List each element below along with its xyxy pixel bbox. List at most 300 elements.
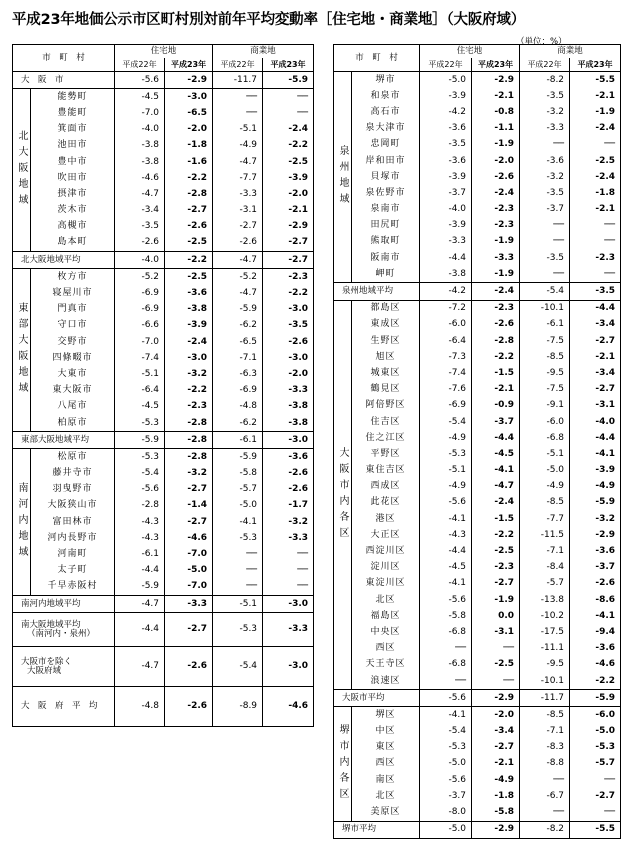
table-row: [334, 185, 621, 201]
value-cell: -6.0: [570, 707, 621, 724]
table-row: [13, 318, 314, 334]
value-cell: -10.1: [520, 300, 570, 317]
value-cell: -2.6: [115, 235, 165, 252]
value-cell: -3.8: [420, 266, 472, 283]
value-cell: -5.8: [420, 608, 472, 624]
value-cell: ──: [213, 579, 263, 596]
value-cell: -1.5: [472, 365, 520, 381]
value-cell: -2.9: [165, 72, 213, 89]
area-header: 市 町 村: [13, 45, 115, 72]
table-row: [334, 218, 621, 234]
value-cell: -8.8: [520, 756, 570, 772]
value-cell: -2.7: [165, 514, 213, 530]
value-cell: -2.0: [472, 707, 520, 724]
value-cell: -3.8: [263, 399, 314, 415]
table-row: [13, 415, 314, 432]
value-cell: -2.5: [570, 153, 621, 169]
value-cell: -2.5: [263, 154, 314, 170]
value-cell: -2.7: [213, 219, 263, 235]
value-cell: -2.7: [570, 788, 621, 804]
table-row: [334, 234, 621, 250]
value-cell: -3.1: [570, 398, 621, 414]
value-cell: -5.5: [570, 72, 621, 89]
value-cell: -2.2: [472, 527, 520, 543]
value-cell: -2.1: [472, 88, 520, 104]
value-cell: -5.9: [115, 432, 165, 449]
value-cell: -4.1: [472, 463, 520, 479]
area-name: 枚方市: [31, 269, 115, 286]
area-name: 寝屋川市: [31, 285, 115, 301]
value-cell: -5.3: [420, 446, 472, 462]
value-cell: -2.6: [213, 235, 263, 252]
table-row: [334, 153, 621, 169]
value-cell: -3.3: [213, 186, 263, 202]
value-cell: -8.4: [520, 560, 570, 576]
value-cell: ──: [570, 137, 621, 153]
value-cell: -2.8: [472, 333, 520, 349]
value-cell: -5.8: [213, 466, 263, 482]
value-cell: -6.4: [115, 383, 165, 399]
value-cell: -1.9: [472, 234, 520, 250]
value-cell: -2.9: [472, 690, 520, 707]
table-row: [334, 724, 621, 740]
value-cell: -5.0: [213, 498, 263, 514]
value-cell: -2.7: [165, 482, 213, 498]
value-cell: -1.4: [165, 498, 213, 514]
table-row: [13, 89, 314, 106]
value-cell: -5.4: [420, 414, 472, 430]
year-header-h22: 平成22年: [520, 58, 570, 72]
table-row: [334, 560, 621, 576]
value-cell: -2.1: [263, 203, 314, 219]
value-cell: -4.4: [420, 250, 472, 266]
value-cell: ──: [570, 234, 621, 250]
value-cell: -8.6: [570, 592, 621, 608]
summary-label-sub: （南河内・泉州）: [27, 628, 96, 639]
value-cell: -2.9: [570, 527, 621, 543]
value-cell: -2.9: [472, 72, 520, 89]
table-row: [334, 592, 621, 608]
area-name: 東大阪市: [31, 383, 115, 399]
area-name: 住吉区: [352, 414, 420, 430]
summary-label: [13, 647, 115, 687]
value-cell: -4.8: [213, 399, 263, 415]
region-label: 大阪市内各区: [334, 300, 352, 690]
subtotal-row: [13, 596, 314, 613]
value-cell: -3.5: [520, 88, 570, 104]
value-cell: -7.5: [520, 382, 570, 398]
area-name: 吹田市: [31, 170, 115, 186]
value-cell: -5.9: [263, 72, 314, 89]
value-cell: -4.2: [420, 104, 472, 120]
value-cell: -2.4: [570, 121, 621, 137]
value-cell: -3.1: [472, 624, 520, 640]
table-row: [13, 466, 314, 482]
value-cell: -3.7: [420, 185, 472, 201]
value-cell: -4.9: [520, 479, 570, 495]
value-cell: -2.1: [570, 202, 621, 218]
subtotal-label: 南河内地域平均: [13, 596, 115, 613]
value-cell: -5.0: [520, 463, 570, 479]
value-cell: -11.1: [520, 641, 570, 657]
area-name: 門真市: [31, 302, 115, 318]
value-cell: -2.3: [472, 300, 520, 317]
value-cell: -4.5: [115, 89, 165, 106]
value-cell: -5.4: [520, 283, 570, 300]
table-row: [13, 530, 314, 546]
region-label: 堺市内各区: [334, 707, 352, 821]
value-cell: -5.4: [213, 647, 263, 687]
value-cell: -3.2: [263, 514, 314, 530]
value-cell: -3.0: [263, 432, 314, 449]
value-cell: -3.9: [263, 170, 314, 186]
value-cell: -5.1: [213, 122, 263, 138]
value-cell: -10.1: [520, 673, 570, 690]
table-row: [13, 269, 314, 286]
value-cell: -2.8: [115, 498, 165, 514]
value-cell: -2.9: [263, 219, 314, 235]
header-row: [334, 45, 621, 59]
table-row: [334, 72, 621, 89]
table-row: [334, 740, 621, 756]
value-cell: -5.5: [570, 821, 621, 838]
table-row: [13, 105, 314, 121]
value-cell: -1.9: [472, 266, 520, 283]
area-name: 太子町: [31, 563, 115, 579]
value-cell: -3.0: [165, 89, 213, 106]
value-cell: -4.6: [263, 687, 314, 727]
area-name: 平野区: [352, 446, 420, 462]
value-cell: -8.2: [520, 72, 570, 89]
value-cell: -2.3: [263, 269, 314, 286]
value-cell: -4.0: [420, 202, 472, 218]
value-cell: -4.1: [420, 511, 472, 527]
value-cell: -3.4: [472, 724, 520, 740]
area-name: 富田林市: [31, 514, 115, 530]
value-cell: -2.9: [472, 821, 520, 838]
area-name: 福島区: [352, 608, 420, 624]
value-cell: -5.9: [213, 302, 263, 318]
value-cell: -8.0: [420, 804, 472, 821]
value-cell: -3.6: [520, 153, 570, 169]
value-cell: -2.6: [165, 647, 213, 687]
value-cell: -6.9: [115, 285, 165, 301]
value-cell: -5.7: [520, 576, 570, 592]
value-cell: -6.9: [115, 302, 165, 318]
area-name: 泉南市: [352, 202, 420, 218]
table-row: [13, 563, 314, 579]
value-cell: -2.6: [472, 317, 520, 333]
value-cell: -2.5: [472, 543, 520, 559]
area-name: 東淀川区: [352, 576, 420, 592]
value-cell: -4.9: [213, 138, 263, 154]
value-cell: -6.2: [213, 415, 263, 432]
value-cell: -2.6: [472, 169, 520, 185]
value-cell: -5.7: [213, 482, 263, 498]
area-name: 西区: [352, 641, 420, 657]
value-cell: -5.7: [570, 756, 621, 772]
value-cell: -7.0: [115, 105, 165, 121]
area-name: 淀川区: [352, 560, 420, 576]
value-cell: -3.6: [420, 121, 472, 137]
value-cell: -8.5: [520, 495, 570, 511]
table-row: [334, 446, 621, 462]
table-row: [334, 772, 621, 788]
value-cell: -2.4: [165, 334, 213, 350]
value-cell: -2.7: [165, 613, 213, 647]
value-cell: -3.5: [263, 318, 314, 334]
subtotal-label: 泉州地域平均: [334, 283, 420, 300]
area-name: 摂津市: [31, 186, 115, 202]
value-cell: -6.5: [165, 105, 213, 121]
value-cell: ──: [213, 563, 263, 579]
value-cell: -5.3: [213, 530, 263, 546]
value-cell: -7.0: [165, 579, 213, 596]
area-name: 箕面市: [31, 122, 115, 138]
table-row: [13, 154, 314, 170]
table-row: [334, 266, 621, 283]
table-row: [334, 104, 621, 120]
value-cell: -0.8: [472, 104, 520, 120]
table-row: [334, 333, 621, 349]
table-row: [13, 514, 314, 530]
table-row: [13, 334, 314, 350]
area-name: 西成区: [352, 479, 420, 495]
value-cell: -3.8: [263, 415, 314, 432]
area-name: 都島区: [352, 300, 420, 317]
value-cell: -3.9: [570, 463, 621, 479]
table-row: [13, 350, 314, 366]
value-cell: ──: [520, 772, 570, 788]
area-name: 阿倍野区: [352, 398, 420, 414]
value-cell: -4.4: [115, 613, 165, 647]
value-cell: -4.5: [420, 560, 472, 576]
value-cell: -5.6: [420, 690, 472, 707]
residential-header: 住宅地: [420, 45, 520, 59]
value-cell: -3.0: [263, 647, 314, 687]
value-cell: -3.7: [472, 414, 520, 430]
value-cell: -3.3: [263, 383, 314, 399]
summary-row: [13, 613, 314, 647]
table-row: [13, 449, 314, 466]
summary-label-main: 大阪市を除く: [21, 657, 73, 668]
table-row: [13, 366, 314, 382]
value-cell: -13.8: [520, 592, 570, 608]
value-cell: -2.3: [472, 218, 520, 234]
value-cell: -3.5: [420, 137, 472, 153]
value-cell: -7.4: [115, 350, 165, 366]
value-cell: -5.4: [115, 466, 165, 482]
value-cell: -4.7: [472, 479, 520, 495]
value-cell: -2.5: [472, 657, 520, 673]
value-cell: -2.2: [263, 138, 314, 154]
value-cell: -6.0: [420, 317, 472, 333]
value-cell: -2.2: [263, 285, 314, 301]
area-name: 千早赤阪村: [31, 579, 115, 596]
value-cell: -4.2: [420, 283, 472, 300]
value-cell: ──: [420, 641, 472, 657]
value-cell: -9.5: [520, 657, 570, 673]
value-cell: -2.1: [570, 349, 621, 365]
value-cell: -4.6: [570, 657, 621, 673]
value-cell: -1.9: [472, 592, 520, 608]
value-cell: -4.4: [115, 563, 165, 579]
table-row: [334, 202, 621, 218]
value-cell: -2.8: [165, 432, 213, 449]
value-cell: -5.6: [420, 592, 472, 608]
region-label: 東部大阪地域: [13, 269, 31, 432]
table-row: [334, 543, 621, 559]
value-cell: -3.5: [520, 250, 570, 266]
document-title: 平成23年地価公示市区町村別対前年平均変動率［住宅地・商業地］（大阪府域）: [12, 12, 526, 28]
value-cell: ──: [520, 137, 570, 153]
value-cell: -2.6: [263, 334, 314, 350]
table-row: [334, 707, 621, 724]
value-cell: -7.1: [520, 543, 570, 559]
area-name: 松原市: [31, 449, 115, 466]
value-cell: -4.3: [115, 514, 165, 530]
table-row: [334, 511, 621, 527]
value-cell: -3.3: [472, 250, 520, 266]
value-cell: ──: [570, 772, 621, 788]
value-cell: -3.3: [520, 121, 570, 137]
value-cell: -2.5: [165, 269, 213, 286]
value-cell: ──: [520, 266, 570, 283]
value-cell: -17.5: [520, 624, 570, 640]
left-table: [12, 44, 314, 727]
value-cell: -6.2: [213, 318, 263, 334]
value-cell: -4.6: [165, 530, 213, 546]
value-cell: -2.7: [570, 333, 621, 349]
value-cell: -5.6: [420, 772, 472, 788]
value-cell: -2.7: [263, 252, 314, 269]
value-cell: -2.7: [165, 203, 213, 219]
table-row: [13, 302, 314, 318]
value-cell: -6.1: [115, 546, 165, 562]
value-cell: -5.3: [115, 449, 165, 466]
value-cell: -6.8: [520, 430, 570, 446]
right-table: [333, 44, 621, 839]
area-name: 柏原市: [31, 415, 115, 432]
value-cell: -2.8: [165, 449, 213, 466]
value-cell: -5.9: [115, 579, 165, 596]
value-cell: -6.1: [520, 317, 570, 333]
table-row: [334, 788, 621, 804]
value-cell: -4.3: [115, 530, 165, 546]
value-cell: -6.6: [115, 318, 165, 334]
value-cell: -3.5: [115, 219, 165, 235]
table-row: [334, 398, 621, 414]
value-cell: -4.1: [420, 707, 472, 724]
value-cell: -3.9: [420, 169, 472, 185]
value-cell: -3.7: [570, 560, 621, 576]
value-cell: -7.7: [213, 170, 263, 186]
table-row: [334, 756, 621, 772]
value-cell: -3.3: [263, 613, 314, 647]
value-cell: -3.9: [420, 218, 472, 234]
value-cell: -4.4: [570, 430, 621, 446]
table-row: [334, 137, 621, 153]
area-name: 守口市: [31, 318, 115, 334]
value-cell: -5.6: [420, 495, 472, 511]
value-cell: -2.8: [165, 415, 213, 432]
value-cell: -2.1: [472, 382, 520, 398]
value-cell: -5.8: [472, 804, 520, 821]
table-row: [334, 430, 621, 446]
value-cell: -11.7: [213, 72, 263, 89]
value-cell: -7.4: [420, 365, 472, 381]
area-name: 大阪狭山市: [31, 498, 115, 514]
value-cell: -9.4: [570, 624, 621, 640]
value-cell: -3.0: [263, 596, 314, 613]
value-cell: -6.8: [420, 657, 472, 673]
subtotal-row: [334, 821, 621, 838]
value-cell: -5.0: [420, 756, 472, 772]
value-cell: -6.8: [420, 624, 472, 640]
value-cell: -1.8: [570, 185, 621, 201]
table-row: [13, 383, 314, 399]
area-name: 浪速区: [352, 673, 420, 690]
table-row: [13, 482, 314, 498]
value-cell: -3.4: [570, 317, 621, 333]
summary-row: [13, 72, 314, 89]
value-cell: -8.5: [520, 707, 570, 724]
value-cell: -5.0: [570, 724, 621, 740]
value-cell: -1.9: [472, 137, 520, 153]
area-name: 岬町: [352, 266, 420, 283]
table-row: [334, 349, 621, 365]
area-name: 岸和田市: [352, 153, 420, 169]
value-cell: ──: [263, 546, 314, 562]
value-cell: -11.5: [520, 527, 570, 543]
value-cell: -4.5: [472, 446, 520, 462]
value-cell: -2.7: [472, 740, 520, 756]
value-cell: -2.4: [472, 495, 520, 511]
value-cell: -2.4: [570, 169, 621, 185]
value-cell: -5.3: [115, 415, 165, 432]
value-cell: -9.5: [520, 365, 570, 381]
value-cell: -3.5: [520, 185, 570, 201]
subtotal-row: [13, 432, 314, 449]
table-row: [334, 169, 621, 185]
value-cell: -9.1: [520, 398, 570, 414]
value-cell: -4.0: [115, 122, 165, 138]
value-cell: ──: [263, 105, 314, 121]
value-cell: -7.1: [520, 724, 570, 740]
table-row: [13, 399, 314, 415]
value-cell: -2.0: [263, 366, 314, 382]
value-cell: -2.6: [165, 219, 213, 235]
value-cell: -4.0: [115, 252, 165, 269]
table-row: [13, 235, 314, 252]
area-name: 東成区: [352, 317, 420, 333]
area-name: 住之江区: [352, 430, 420, 446]
area-name: 中区: [352, 724, 420, 740]
value-cell: ──: [213, 105, 263, 121]
table-row: [13, 546, 314, 562]
value-cell: -4.9: [420, 479, 472, 495]
value-cell: -3.3: [165, 596, 213, 613]
area-name: 豊中市: [31, 154, 115, 170]
subtotal-row: [13, 252, 314, 269]
area-name: 池田市: [31, 138, 115, 154]
value-cell: ──: [520, 804, 570, 821]
value-cell: -1.9: [570, 104, 621, 120]
summary-row: [13, 647, 314, 687]
value-cell: -5.6: [115, 482, 165, 498]
value-cell: -6.9: [213, 383, 263, 399]
year-header-h23: 平成23年: [570, 58, 621, 72]
